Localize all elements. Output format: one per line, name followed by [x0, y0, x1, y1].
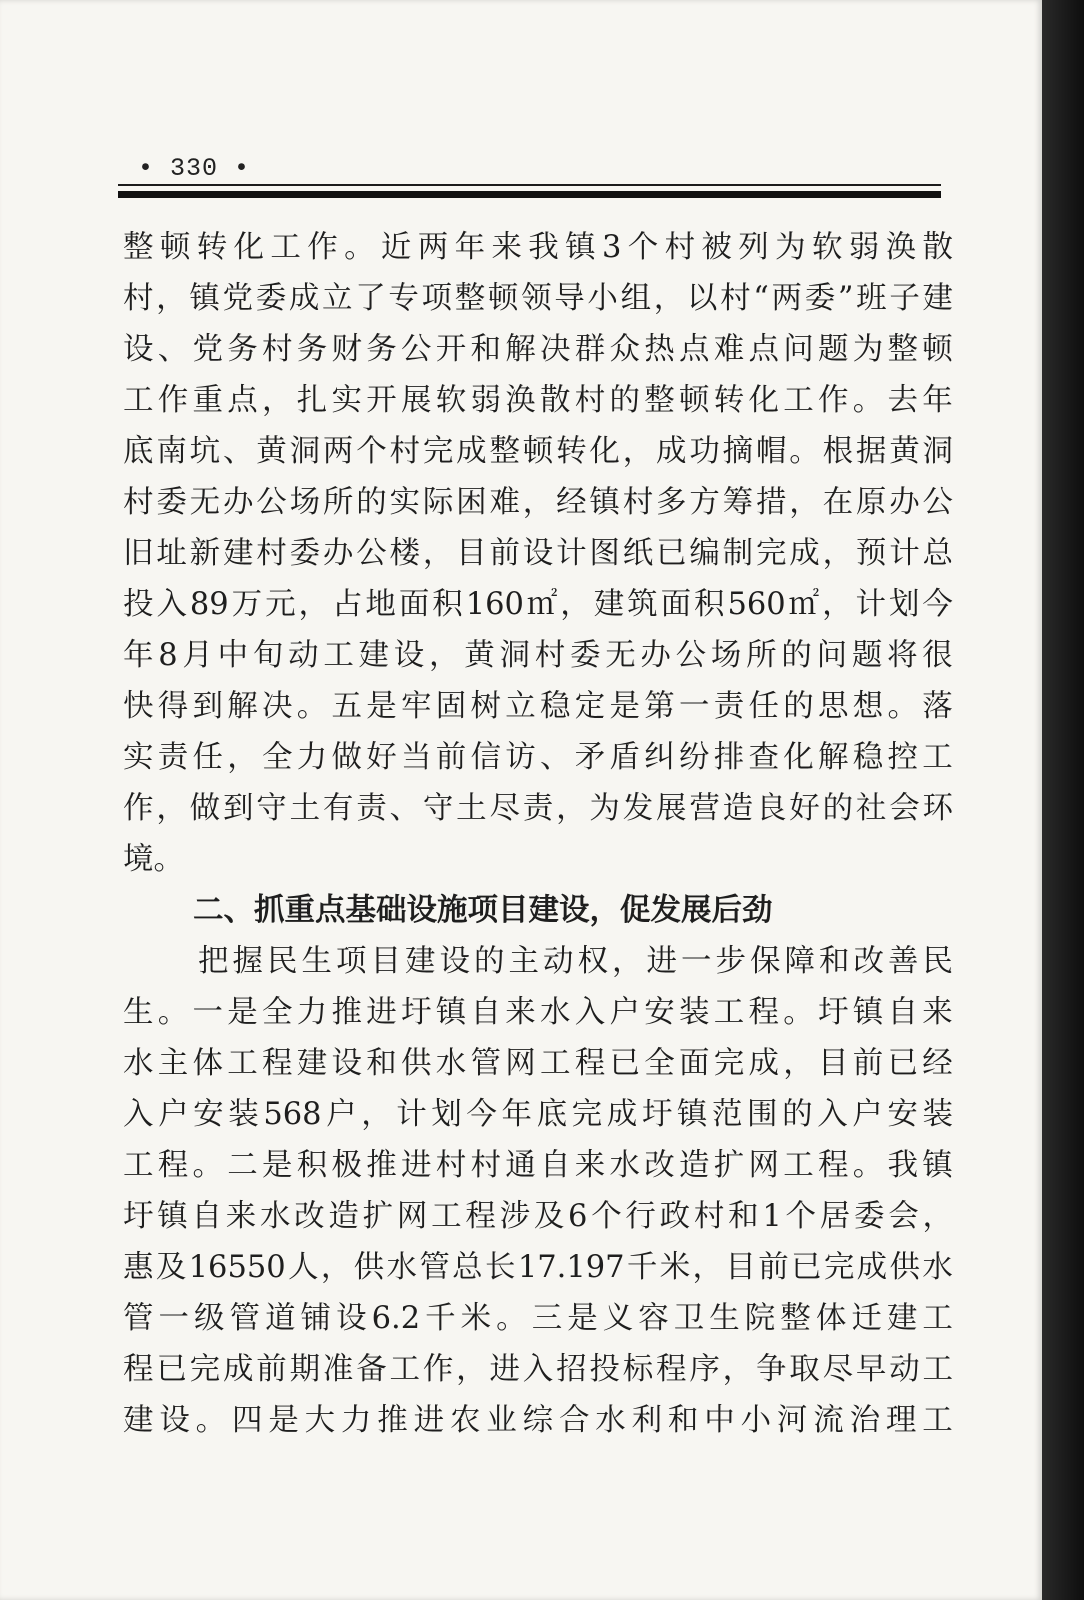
text-line: 圩 镇 自 来 水 改 造 扩 网 工 程 涉 及 6 个 行 政 村 和 1 个 居 委 会 ， [123, 1199, 953, 1234]
text-line: 村 委 无 办 公 场 所 的 实 际 困 难 ， 经 镇 村 多 方 筹 措 ， 在 原 办 公 [123, 485, 953, 520]
text-line: 水 主 体 工 程 建 设 和 供 水 管 网 工 程 已 全 面 完 成 ， 目 前 已 经 [123, 1046, 953, 1081]
text-line: 村 ， 镇 党 委 成 立 了 专 项 整 顿 领 导 小 组 ， 以 村 “ 两 委 ” 班 子 建 [123, 281, 953, 316]
text-line: 境。 [123, 842, 184, 877]
header-rule-thin [118, 184, 941, 186]
body-text [123, 222, 953, 1446]
text-line: 工 作 重 点 ， 扎 实 开 展 软 弱 涣 散 村 的 整 顿 转 化 工 作 。 去 年 [123, 383, 953, 418]
section-heading: 二、抓重点基础设施项目建设，促发展后劲 [193, 893, 773, 928]
text-line: 建 设 。 四 是 大 力 推 进 农 业 综 合 水 利 和 中 小 河 流 治 理 工 [123, 1403, 953, 1438]
text-line: 工 程 。 二 是 积 极 推 进 村 村 通 自 来 水 改 造 扩 网 工 程 。 我 镇 [123, 1148, 953, 1183]
text-line: 作 ， 做 到 守 土 有 责 、 守 土 尽 责 ， 为 发 展 营 造 良 好 的 社 会 环 [123, 791, 953, 826]
text-line: 旧 址 新 建 村 委 办 公 楼 ， 目 前 设 计 图 纸 已 编 制 完 成 ， 预 计 总 [123, 536, 953, 571]
page-number: • 330 • [138, 154, 251, 183]
text-line: 生 。 一 是 全 力 推 进 圩 镇 自 来 水 入 户 安 装 工 程 。 圩 镇 自 来 [123, 995, 953, 1030]
text-line: 实 责 任 ， 全 力 做 好 当 前 信 访 、 矛 盾 纠 纷 排 查 化 解 稳 控 工 [123, 740, 953, 775]
text-line: 把 握 民 生 项 目 建 设 的 主 动 权 ， 进 一 步 保 障 和 改 善 民 [198, 944, 953, 979]
text-line: 程 已 完 成 前 期 准 备 工 作 ， 进 入 招 投 标 程 序 ， 争 取 尽 早 动 工 [123, 1352, 953, 1387]
text-line: 入 户 安 装 568 户 ， 计 划 今 年 底 完 成 圩 镇 范 围 的 入 户 安 装 [123, 1097, 953, 1132]
text-line: 设 、 党 务 村 务 财 务 公 开 和 解 决 群 众 热 点 难 点 问 题 为 整 顿 [123, 332, 953, 367]
text-line: 管 一 级 管 道 铺 设 6.2 千 米 。 三 是 义 容 卫 生 院 整 体 迁 建 工 [123, 1301, 953, 1336]
scan-edge [1042, 0, 1084, 1600]
text-line: 惠 及 16550 人 ， 供 水 管 总 长 17.197 千 米 ， 目 前 已 完 成 供 水 [123, 1250, 953, 1285]
header-rule-thick [118, 191, 941, 198]
text-line: 底 南 坑 、 黄 洞 两 个 村 完 成 整 顿 转 化 ， 成 功 摘 帽 。 根 据 黄 洞 [123, 434, 953, 469]
text-line: 快 得 到 解 决 。 五 是 牢 固 树 立 稳 定 是 第 一 责 任 的 思 想 。 落 [123, 689, 953, 724]
text-line: 整 顿 转 化 工 作 。 近 两 年 来 我 镇 3 个 村 被 列 为 软 弱 涣 散 [123, 230, 953, 265]
text-line: 投 入 89 万 元 ， 占 地 面 积 160 ㎡ ， 建 筑 面 积 560 ㎡ ， 计 划 今 [123, 587, 953, 622]
text-line: 年 8 月 中 旬 动 工 建 设 ， 黄 洞 村 委 无 办 公 场 所 的 问 题 将 很 [123, 638, 953, 673]
